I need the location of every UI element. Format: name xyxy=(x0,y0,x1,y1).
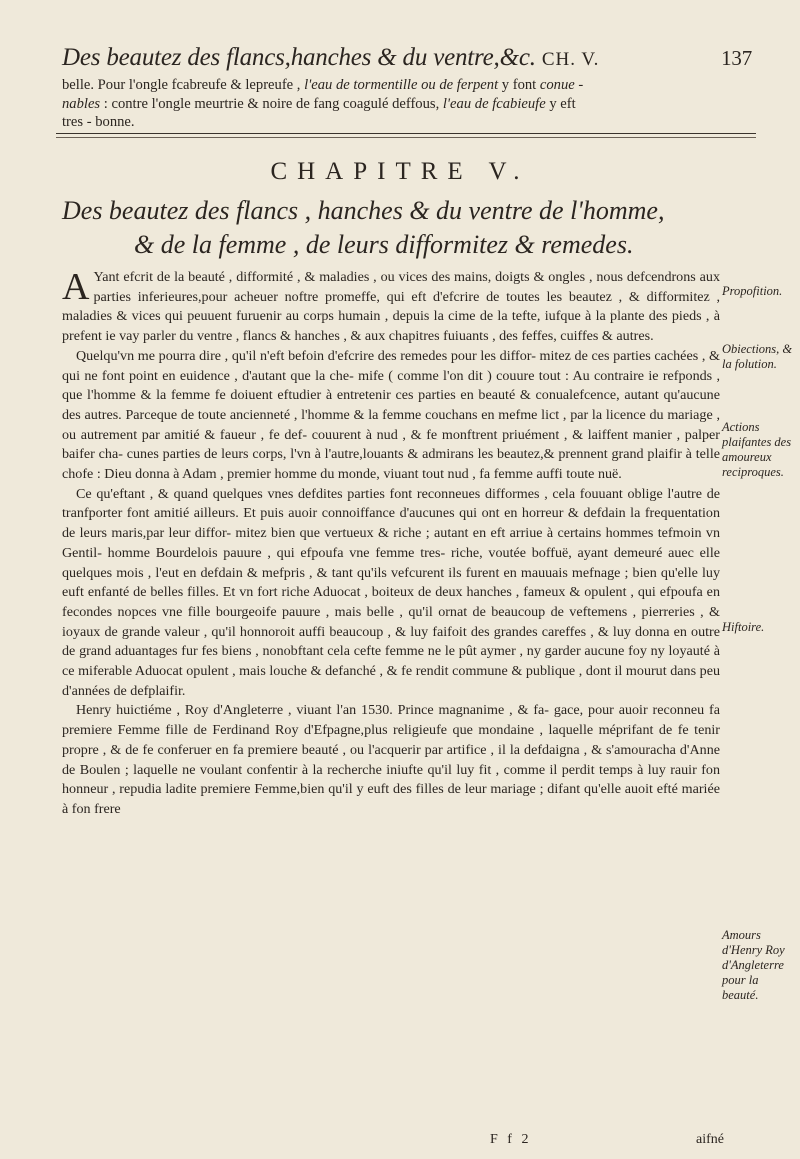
paragraph xyxy=(62,347,720,485)
divider-rule xyxy=(56,137,756,138)
text-fragment: : contre l'ongle meurtrie & noire de fang coagulé deffous, xyxy=(100,95,443,112)
running-head xyxy=(62,44,752,72)
margin-note: Hiftoire. xyxy=(722,620,765,634)
paragraph-text: Yant efcrit de la beauté , difformité , & maladies , ou vices des mains, doigts & ongles , nous defcendrons aux parties inferieures,pour acheuer noftre promeffe, qui eft d'efcrire de toutes les beautez , & difformitez , maladies & vices qui peuuent furuenir au corps humain , depuis la cime de la tefte, iufque à la plante des pieds , à prefent ie vay parler du ventre , flancs & hanches , & aux chapitres fuiuants , des feffes, cuiffes & autres. xyxy=(62,269,720,345)
paragraph xyxy=(62,268,720,347)
running-head-chapter: CH. V. xyxy=(541,49,600,70)
section-title xyxy=(62,194,752,262)
section-title-line: Des beautez des flancs , hanches & du ventre de l'homme, xyxy=(62,196,665,225)
text-fragment: y eft xyxy=(545,95,576,112)
margin-note: Actions plaifantes des amoureux reciproques. xyxy=(722,420,792,479)
drop-cap: A xyxy=(62,266,90,308)
text-fragment: y font xyxy=(498,77,540,93)
text-fragment: belle. Pour l'ongle fcabreufe & lepreufe , xyxy=(62,77,305,93)
signature-mark: F f 2 xyxy=(490,1132,532,1147)
section-title-line: & de la femme , de leurs difformitez & remedes. xyxy=(134,230,634,259)
margin-note: Propofition. xyxy=(722,284,783,298)
paragraph-text: Ce qu'eftant , & quand quelques vnes defdites parties font reconneues difformes , cela fouuant oblige l'autre de tranfporter font amitié ailleurs. Et puis auoir connoiffance d'aucunes qui ont en horreur & defdain la frequentation de leurs maris,par leur diffor- mitez bien que vertueux & riche ; autant en eft arriue à certains hommes tefmoin vn Gentil- homme Bourdelois pauure , qui efpoufa vne femme tres- riche, voutée boffuë, ayant demeuré auec elle quelques mois , l'eut en defdain & mefpris , & tant qu'ils vefcurent ils furent en mauuais mefnage ; bien qu'elle luy euft enfanté de belles filles. Et vn fort riche Aduocat , boiteux de deux hanches , fameux & opulent , qui efpoufa en fecondes nopces vne fille bourgeoife pauure , mais belle , qu'il ornat de beaucoup de veftemens , pierreries , & ioyaux de grande valeur , qu'il honnoroit auffi beaucoup , & luy faifoit des grandes careffes , & luy donna en outre de grand aduantages fur fes biens , nonobftant cela cefte femme ne le pût aymer , ny garder aucune foy ny loyauté à ce miferable Aduocat opulent , mais louche & defanché , & fe rendit commune & publique , dont il mourut dans peu d'années de defplaifir. xyxy=(62,485,720,699)
paragraph-text: Henry huictiéme , Roy d'Angleterre , viuant l'an 1530. Prince magnanime , & fa- gace, pour auoir reconneu fa premiere Femme fille de Ferdinand Roy d'Efpagne,plus religieufe que mondaine , laquelle méprifant de fe tenir propre , & de fe conferuer en fa premiere beauté , ou l'acquerir par artifice , il la defdaigna , & s'amouracha d'Anne de Boulen ; laquelle ne voulant confentir à la recherche iniufte qu'il luy fit , comme il perdit temps à luy rauir fon honneur , repudia ladite premiere Femme,bien qu'il y euft des filles de leur mariage ; difant qu'elle auoit efté mariée à fon frere xyxy=(62,702,720,817)
text-fragment: l'eau de fcabieufe xyxy=(442,95,546,112)
text-fragment: nables xyxy=(62,95,101,112)
catchword: aifné xyxy=(696,1132,724,1147)
chapter-title: CHAPITRE V. xyxy=(270,158,530,185)
continued-text xyxy=(62,76,752,132)
page-number: 137 xyxy=(721,46,752,70)
text-fragment: tres - bonne. xyxy=(62,114,135,130)
margin-note: Amours d'Henry Roy d'Angleterre pour la beauté. xyxy=(722,928,785,1002)
paragraph xyxy=(62,485,720,702)
text-fragment: conue - xyxy=(539,77,584,93)
paragraph-text: Quelqu'vn me pourra dire , qu'il n'eft befoin d'efcrire des remedes pour les diffor- mitez de ces parties cachées , & qui ne font point en euidence , d'autant que la che- mife ( comme l'on dit ) couure tout : Au contraire ie refponds , que l'homme & la femme fe doiuent eftudier à entretenir ces parties en beauté & conualefcence, autant qu'aucune des autres. Parceque de toute ancienneté , l'homme & la femme couchans en mefme lict , par la licence du mariage , ou autrement par amitié & faueur , fe def- couurent à nud , & fe monftrent priuément , & laiffent manier , palper baifer cha- cunes parties de leurs corps, l'vn à l'autre,louants & admirans les beautez,& prennent grand plaifir à telle chofe : Dieu donna à Adam , premier homme du monde, viuant tout nud , fa femme auffi toute nuë. xyxy=(62,347,720,483)
divider-rule xyxy=(56,133,756,134)
paragraph xyxy=(62,701,720,819)
margin-note: Obiections, & la folution. xyxy=(722,342,793,371)
running-head-title: Des beautez des flancs,hanches & du ventre,&c. xyxy=(62,44,536,71)
body-text xyxy=(62,268,720,820)
text-fragment: l'eau de tormentille ou de ferpent xyxy=(304,77,499,93)
